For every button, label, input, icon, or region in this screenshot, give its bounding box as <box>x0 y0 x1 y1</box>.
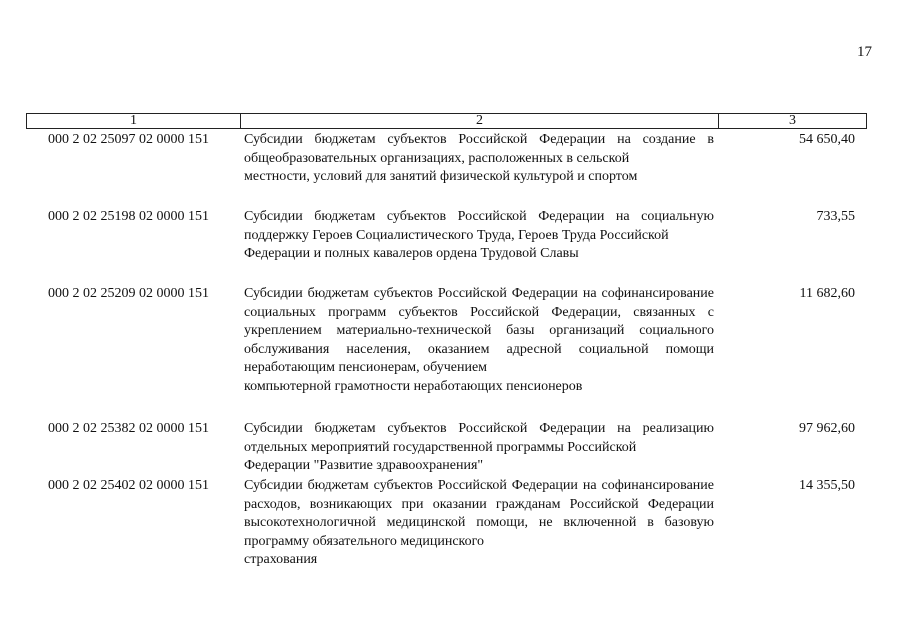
column-header-2: 2 <box>241 114 719 128</box>
subsidy-description: Субсидии бюджетам субъектов Российской Федерации на создание в общеобразовательных организациях, расположенных в сельской местности, условий для занятий физической культурой и спортом <box>244 132 714 184</box>
budget-code: 000 2 02 25097 02 0000 151 <box>48 132 209 147</box>
budget-table <box>26 113 867 567</box>
subsidy-amount: 733,55 <box>816 209 855 224</box>
page-number: 17 <box>857 44 872 60</box>
subsidy-amount: 11 682,60 <box>799 286 855 301</box>
column-header-1: 1 <box>27 114 241 128</box>
subsidy-description: Субсидии бюджетам субъектов Российской Федерации на софинансирование расходов, возникающих при оказании гражданам Российской Федерации высокотехнологичной медицинской помощи, не включенной в базовую программу обязательного медицинского страхования <box>244 478 714 567</box>
budget-code: 000 2 02 25209 02 0000 151 <box>48 286 209 301</box>
budget-code: 000 2 02 25402 02 0000 151 <box>48 478 209 493</box>
subsidy-description: Субсидии бюджетам субъектов Российской Федерации на реализацию отдельных мероприятий государственной программы Российской Федерации "Развитие здравоохранения" <box>244 421 714 473</box>
column-header-3: 3 <box>789 113 796 128</box>
budget-code: 000 2 02 25198 02 0000 151 <box>48 209 209 224</box>
table-header-row <box>26 113 867 129</box>
subsidy-amount: 14 355,50 <box>799 478 855 493</box>
subsidy-amount: 54 650,40 <box>799 132 855 147</box>
subsidy-amount: 97 962,60 <box>799 421 855 436</box>
subsidy-description: Субсидии бюджетам субъектов Российской Федерации на софинансирование социальных программ субъектов Российской Федерации, связанных с укреплением материально-технической базы организаций социального обслуживания населения, оказанием адресной социальной помощи неработающим пенсионерам, обучением компьютерной грамотности неработающих пенсионеров <box>244 286 714 394</box>
budget-code: 000 2 02 25382 02 0000 151 <box>48 421 209 436</box>
subsidy-description: Субсидии бюджетам субъектов Российской Федерации на социальную поддержку Героев Социалистического Труда, Героев Труда Российской Федерации и полных кавалеров ордена Трудовой Славы <box>244 209 714 261</box>
